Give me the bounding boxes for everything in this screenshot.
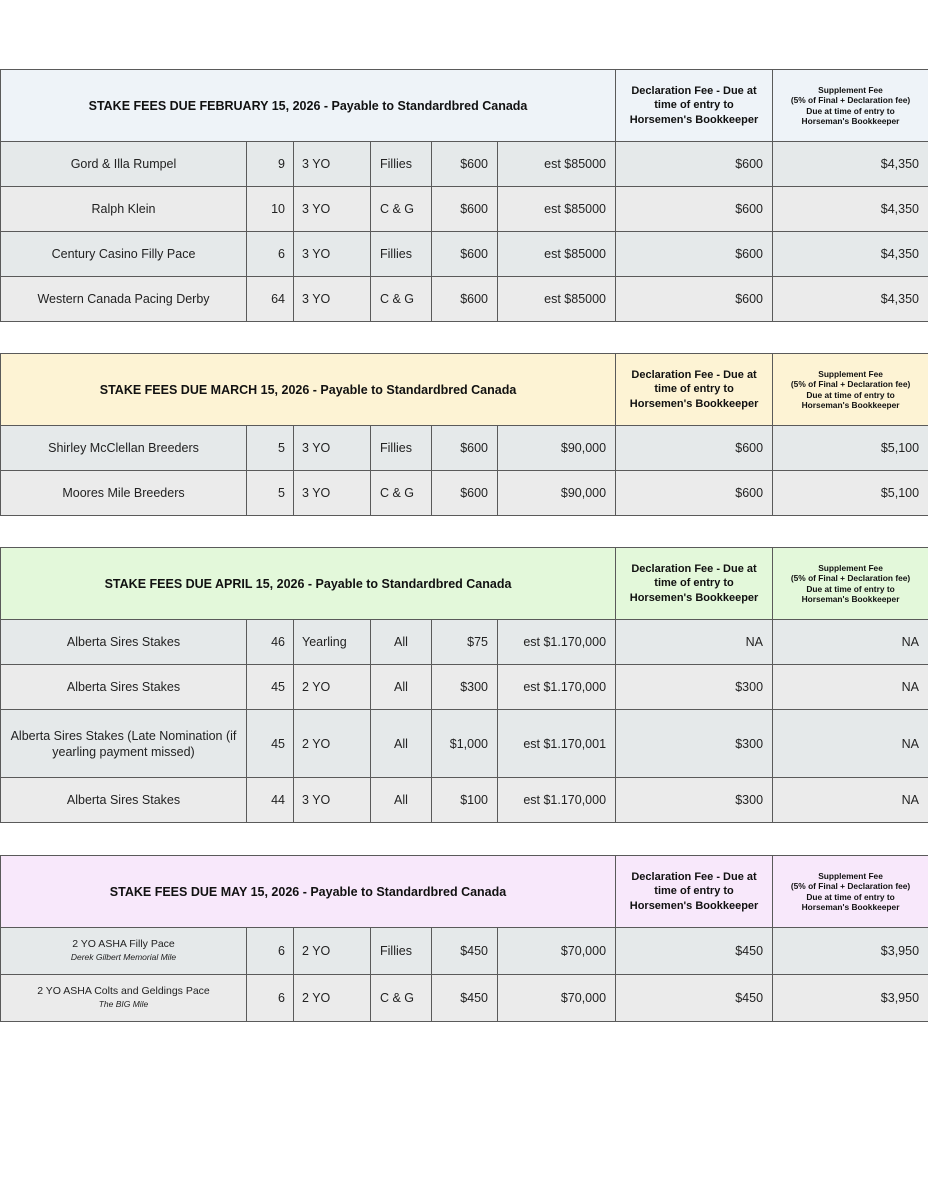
stake-name: Western Canada Pacing Derby: [1, 277, 247, 322]
age-class: 2 YO: [294, 665, 371, 710]
supplement-fee-header: Supplement Fee (5% of Final + Declaration fee) Due at time of entry to Horseman's Bookkeeper: [773, 548, 928, 620]
age-class: 2 YO: [294, 975, 371, 1022]
table-row: [1, 426, 928, 471]
stake-number: 45: [247, 665, 294, 710]
stake-number: 46: [247, 620, 294, 665]
stake-number: 6: [247, 232, 294, 277]
age-class: 2 YO: [294, 928, 371, 975]
stake-fee: $450: [432, 928, 498, 975]
purse: est $85000: [498, 142, 616, 187]
table-row: [1, 471, 928, 516]
age-class: Yearling: [294, 620, 371, 665]
stake-number: 10: [247, 187, 294, 232]
age-class: 3 YO: [294, 426, 371, 471]
section-title: STAKE FEES DUE FEBRUARY 15, 2026 - Payable to Standardbred Canada: [1, 70, 616, 142]
table-row: [1, 665, 928, 710]
declaration-fee-header: Declaration Fee - Due at time of entry to Horsemen's Bookkeeper: [616, 70, 773, 142]
stake-fee: $300: [432, 665, 498, 710]
stake-section-february: [0, 69, 928, 322]
table-row: [1, 277, 928, 322]
supplement-fee: $4,350: [773, 187, 928, 232]
declaration-fee: NA: [616, 620, 773, 665]
sex-class: All: [371, 710, 432, 778]
age-class: 3 YO: [294, 187, 371, 232]
declaration-fee: $600: [616, 142, 773, 187]
section-title: STAKE FEES DUE MARCH 15, 2026 - Payable to Standardbred Canada: [1, 354, 616, 426]
stake-fee: $600: [432, 277, 498, 322]
stake-subtitle: The BIG Mile: [98, 999, 149, 1009]
section-title: STAKE FEES DUE MAY 15, 2026 - Payable to Standardbred Canada: [1, 856, 616, 928]
declaration-fee-header: Declaration Fee - Due at time of entry to Horsemen's Bookkeeper: [616, 548, 773, 620]
stake-number: 6: [247, 928, 294, 975]
sex-class: Fillies: [371, 928, 432, 975]
supplement-fee: $4,350: [773, 232, 928, 277]
declaration-fee: $300: [616, 778, 773, 823]
declaration-fee: $600: [616, 426, 773, 471]
stake-number: 9: [247, 142, 294, 187]
purse: $70,000: [498, 928, 616, 975]
sex-class: All: [371, 620, 432, 665]
stake-fee: $600: [432, 142, 498, 187]
age-class: 2 YO: [294, 710, 371, 778]
stake-fee: $75: [432, 620, 498, 665]
declaration-fee-header: Declaration Fee - Due at time of entry to Horsemen's Bookkeeper: [616, 354, 773, 426]
stake-subtitle: Derek Gilbert Memorial Mile: [70, 952, 177, 962]
stake-name: Alberta Sires Stakes: [1, 665, 247, 710]
stake-name: Alberta Sires Stakes (Late Nomination (if yearling payment missed): [1, 710, 247, 778]
table-row: [1, 710, 928, 778]
supplement-fee: $4,350: [773, 277, 928, 322]
sex-class: Fillies: [371, 232, 432, 277]
declaration-fee: $450: [616, 975, 773, 1022]
stake-number: 5: [247, 471, 294, 516]
stake-section-may: [0, 855, 928, 1022]
age-class: 3 YO: [294, 471, 371, 516]
purse: est $85000: [498, 187, 616, 232]
stake-section-april: [0, 547, 928, 823]
stake-name: Alberta Sires Stakes: [1, 778, 247, 823]
stake-table: [0, 69, 928, 322]
supplement-fee: $3,950: [773, 928, 928, 975]
sex-class: All: [371, 778, 432, 823]
table-row: [1, 142, 928, 187]
stake-table: [0, 855, 928, 1022]
purse: est $1.170,000: [498, 665, 616, 710]
stake-fee: $600: [432, 426, 498, 471]
stake-name: Moores Mile Breeders: [1, 471, 247, 516]
supplement-fee: $5,100: [773, 471, 928, 516]
purse: est $1.170,001: [498, 710, 616, 778]
table-row: [1, 620, 928, 665]
declaration-fee: $300: [616, 665, 773, 710]
stake-table: [0, 353, 928, 516]
declaration-fee: $600: [616, 277, 773, 322]
stake-name: 2 YO ASHA Colts and Geldings Pace: [37, 985, 210, 997]
supplement-fee: NA: [773, 710, 928, 778]
declaration-fee: $300: [616, 710, 773, 778]
stake-fee: $1,000: [432, 710, 498, 778]
sex-class: C & G: [371, 471, 432, 516]
purse: est $85000: [498, 232, 616, 277]
table-row: [1, 232, 928, 277]
stake-table: [0, 547, 928, 823]
supplement-fee: $5,100: [773, 426, 928, 471]
sex-class: Fillies: [371, 142, 432, 187]
table-row: [1, 975, 928, 1022]
declaration-fee: $600: [616, 187, 773, 232]
stake-number: 44: [247, 778, 294, 823]
stake-name-cell: [1, 975, 247, 1022]
sex-class: C & G: [371, 975, 432, 1022]
stake-section-march: [0, 353, 928, 516]
stake-fee: $100: [432, 778, 498, 823]
sex-class: All: [371, 665, 432, 710]
supplement-fee: NA: [773, 665, 928, 710]
stake-fee: $600: [432, 232, 498, 277]
age-class: 3 YO: [294, 277, 371, 322]
age-class: 3 YO: [294, 778, 371, 823]
purse: $90,000: [498, 426, 616, 471]
supplement-fee-header: Supplement Fee (5% of Final + Declaration fee) Due at time of entry to Horseman's Bookkeeper: [773, 354, 928, 426]
supplement-fee: $4,350: [773, 142, 928, 187]
supplement-fee-header: Supplement Fee (5% of Final + Declaration fee) Due at time of entry to Horseman's Bookkeeper: [773, 856, 928, 928]
stake-name: Century Casino Filly Pace: [1, 232, 247, 277]
purse: est $85000: [498, 277, 616, 322]
stake-name: Ralph Klein: [1, 187, 247, 232]
declaration-fee: $450: [616, 928, 773, 975]
stake-fee: $600: [432, 471, 498, 516]
supplement-fee: $3,950: [773, 975, 928, 1022]
stake-name: Shirley McClellan Breeders: [1, 426, 247, 471]
stake-number: 64: [247, 277, 294, 322]
purse: est $1.170,000: [498, 778, 616, 823]
supplement-fee: NA: [773, 620, 928, 665]
supplement-fee: NA: [773, 778, 928, 823]
declaration-fee: $600: [616, 232, 773, 277]
age-class: 3 YO: [294, 232, 371, 277]
stake-number: 5: [247, 426, 294, 471]
supplement-fee-header: Supplement Fee (5% of Final + Declaration fee) Due at time of entry to Horseman's Bookkeeper: [773, 70, 928, 142]
table-row: [1, 928, 928, 975]
age-class: 3 YO: [294, 142, 371, 187]
stake-name: 2 YO ASHA Filly Pace: [72, 938, 175, 950]
stake-number: 45: [247, 710, 294, 778]
purse: est $1.170,000: [498, 620, 616, 665]
sex-class: C & G: [371, 277, 432, 322]
table-row: [1, 187, 928, 232]
sex-class: Fillies: [371, 426, 432, 471]
section-title: STAKE FEES DUE APRIL 15, 2026 - Payable to Standardbred Canada: [1, 548, 616, 620]
stake-name: Alberta Sires Stakes: [1, 620, 247, 665]
stake-fee: $600: [432, 187, 498, 232]
stake-name: Gord & Illa Rumpel: [1, 142, 247, 187]
stake-name-cell: [1, 928, 247, 975]
table-row: [1, 778, 928, 823]
stake-fee: $450: [432, 975, 498, 1022]
declaration-fee: $600: [616, 471, 773, 516]
purse: $70,000: [498, 975, 616, 1022]
declaration-fee-header: Declaration Fee - Due at time of entry to Horsemen's Bookkeeper: [616, 856, 773, 928]
sex-class: C & G: [371, 187, 432, 232]
stake-number: 6: [247, 975, 294, 1022]
purse: $90,000: [498, 471, 616, 516]
